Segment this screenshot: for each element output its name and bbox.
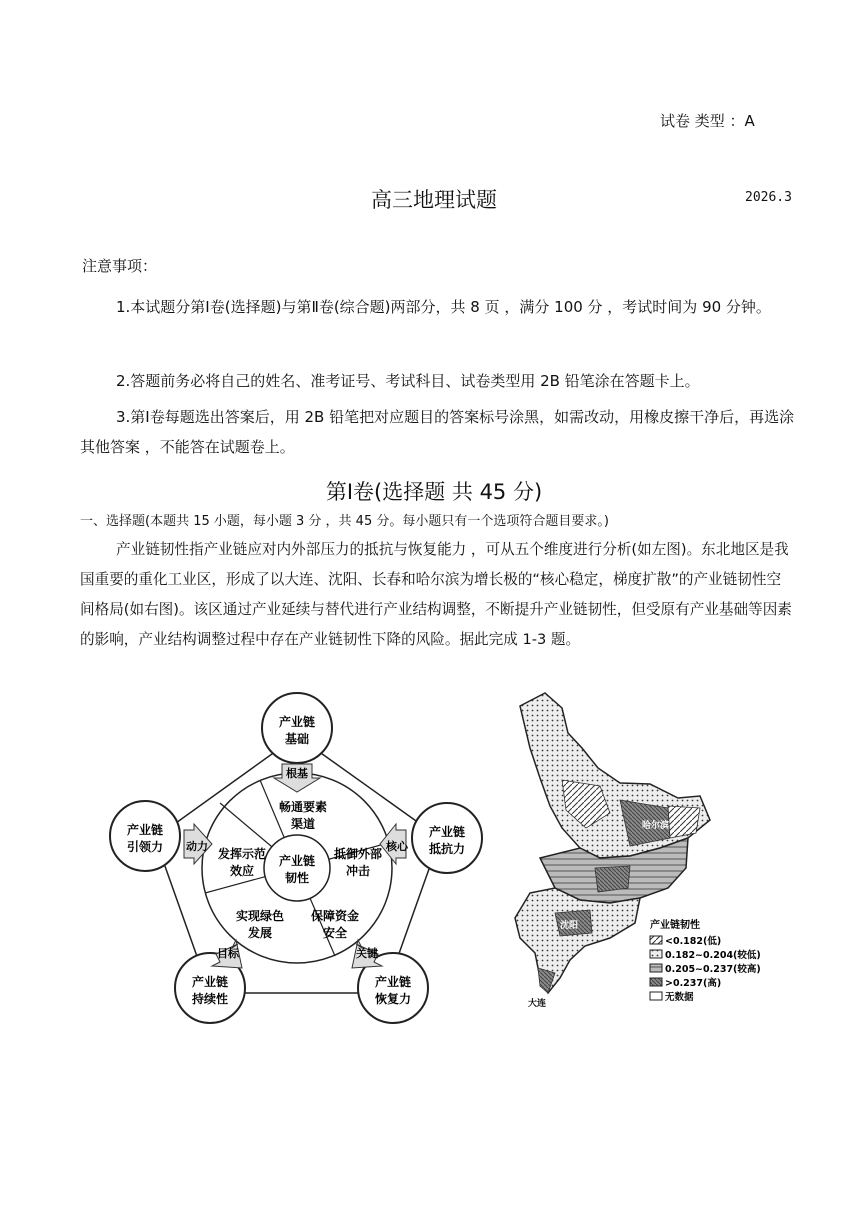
legend-title: 产业链韧性 [650,920,700,931]
sector-4-line-1: 实现绿色 [235,909,285,923]
map-legend [650,918,761,1003]
sector-2-line-2: 冲击 [345,864,371,878]
svg-text:关键: 关键 [356,947,378,960]
legend-label-high: >0.237(高) [665,978,722,989]
svg-text:抵抗力: 抵抗力 [428,842,466,856]
sector-4-line-2: 发展 [247,926,273,940]
city-harbin: 哈尔滨 [642,821,670,831]
map-region-changchun [595,866,630,892]
svg-text:恢复力: 恢复力 [374,992,412,1006]
section-title: 第Ⅰ卷(选择题 共 45 分) [325,480,543,504]
legend-label-mid-low: 0.182~0.204(较低) [665,950,761,961]
paper-title: 高三地理试题 [371,188,497,212]
svg-text:目标: 目标 [217,947,239,960]
notice-item-1: 1.本试题分第Ⅰ卷(选择题)与第Ⅱ卷(综合题)两部分，共 8 页 ，满分 100 分 ，考试时间为 90 分钟。 [116,298,771,316]
legend-swatch-mid-high [650,964,662,972]
legend-swatch-low [650,936,662,944]
center-label-2: 韧性 [284,871,310,885]
map-region-east-low [668,806,700,838]
svg-text:基础: 基础 [284,732,310,746]
notice-item-2: 2.答题前务必将自己的姓名、准考证号、考试科目、试卷类型用 2B 铅笔涂在答题卡上。 [116,372,700,390]
svg-text:核心: 核心 [386,840,408,853]
svg-text:产业链: 产业链 [278,715,316,729]
svg-text:根基: 根基 [286,767,308,780]
sector-1-line-2: 渠道 [290,817,316,831]
sector-1-line-1: 畅通要素 [278,800,328,814]
sector-3-line-2: 安全 [322,926,348,940]
svg-text:产业链: 产业链 [126,823,164,837]
northeast-china-map [500,688,790,1028]
sector-2-line-1: 抵御外部 [333,847,383,861]
legend-swatch-no-data [650,992,662,1000]
svg-text:持续性: 持续性 [191,992,229,1006]
paper-type-label: 试卷 类型 ：A [660,112,755,130]
svg-text:动力: 动力 [186,840,208,853]
legend-swatch-mid-low [650,950,662,958]
city-dalian: 大连 [528,999,547,1009]
city-shenyang: 沈阳 [560,921,579,931]
section-intro: 一、选择题(本题共 15 小题，每小题 3 分 ，共 45 分。每小题只有一个选项符合题目要求。) [80,514,609,529]
map-region-liaoning [515,888,640,993]
svg-text:产业链: 产业链 [374,975,412,989]
center-label-1: 产业链 [278,854,316,868]
svg-text:产业链: 产业链 [191,975,229,989]
legend-label-low: <0.182(低) [665,936,722,947]
resilience-diagram [100,688,495,1038]
notice-item-3: 3.第Ⅰ卷每题选出答案后，用 2B 铅笔把对应题目的答案标号涂黑，如需改动，用橡皮擦干净后，再选涂其他答案 ，不能答在试题卷上。 [80,408,795,456]
paper-date: 2026.3 [745,190,792,205]
sector-5-line-2: 效应 [229,864,255,878]
legend-swatch-high [650,978,662,986]
notice-heading: 注意事项： [82,257,158,275]
question-passage: 产业链韧性指产业链应对内外部压力的抵抗与恢复能力 ，可从五个维度进行分析(如左图)。东北地区是我国重要的重化工业区，形成了以大连、沈阳、长春和哈尔滨为增长极的“核心稳定，梯度扩散”的产业链韧性空间格局(如右图)。该区通过产业延续与替代进行产业结构调整，不断提升产业链韧性，但受原有产业基础等因素的影响，产业结构调整过程中存在产业链韧性下降的风险。据此完成 1-3 题。 [80,541,792,648]
legend-label-no-data: 无数据 [665,992,694,1003]
legend-label-mid-high: 0.205~0.237(较高) [665,964,761,975]
svg-text:引领力: 引领力 [126,840,164,854]
center-circle [264,835,330,901]
sector-3-line-1: 保障资金 [310,909,360,923]
svg-text:产业链: 产业链 [428,825,466,839]
sector-5-line-1: 发挥示范 [217,847,267,861]
